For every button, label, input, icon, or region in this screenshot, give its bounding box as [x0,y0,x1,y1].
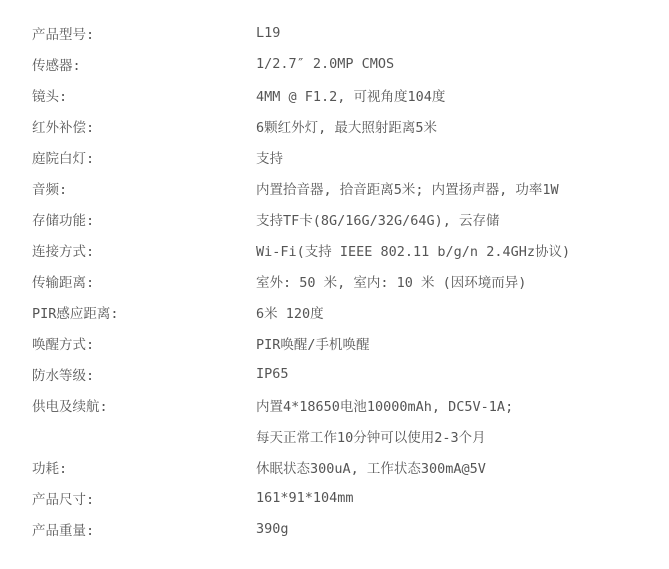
spec-row-lens [0,79,669,110]
spec-row-power-battery-continued [0,420,669,451]
spec-value: 内置4*18650电池10000mAh, DC5V-1A; [256,398,514,415]
spec-label: 连接方式: [32,243,95,260]
spec-row-pir-distance [0,296,669,327]
spec-value: 4MM @ F1.2, 可视角度104度 [256,88,446,105]
spec-row-courtyard-light [0,141,669,172]
spec-row-power-battery [0,389,669,420]
spec-label: PIR感应距离: [32,305,119,322]
spec-label: 传感器: [32,57,81,74]
spec-label: 红外补偿: [32,119,95,136]
spec-row-storage [0,203,669,234]
spec-label: 功耗: [32,460,68,477]
spec-row-audio [0,172,669,203]
spec-value: PIR唤醒/手机唤醒 [256,336,370,353]
spec-label: 传输距离: [32,274,95,291]
spec-value: 1/2.7″ 2.0MP CMOS [256,55,395,72]
spec-row-weight [0,513,669,544]
spec-value: 每天正常工作10分钟可以使用2-3个月 [256,429,486,446]
spec-label: 产品重量: [32,522,95,539]
spec-row-model [0,17,669,48]
spec-row-sensor [0,48,669,79]
spec-label: 供电及续航: [32,398,108,415]
spec-value: 6米 120度 [256,305,324,322]
spec-value: IP65 [256,365,289,382]
spec-row-wake-mode [0,327,669,358]
spec-row-dimensions [0,482,669,513]
spec-row-infrared [0,110,669,141]
spec-label: 产品型号: [32,26,95,43]
spec-value: 6颗红外灯, 最大照射距离5米 [256,119,438,136]
spec-label: 庭院白灯: [32,150,95,167]
spec-label: 镜头: [32,88,68,105]
spec-label: 唤醒方式: [32,336,95,353]
spec-label: 存储功能: [32,212,95,229]
spec-label: 防水等级: [32,367,95,384]
spec-row-waterproof [0,358,669,389]
spec-value: 休眠状态300uA, 工作状态300mA@5V [256,460,486,477]
spec-value: Wi-Fi(支持 IEEE 802.11 b/g/n 2.4GHz协议) [256,243,571,260]
spec-label: 音频: [32,181,68,198]
spec-value: 390g [256,520,289,537]
spec-label: 产品尺寸: [32,491,95,508]
spec-value: 161*91*104mm [256,489,354,506]
spec-value: 支持 [256,150,283,167]
spec-value: 支持TF卡(8G/16G/32G/64G), 云存储 [256,212,500,229]
spec-value: 内置拾音器, 拾音距离5米; 内置扬声器, 功率1W [256,181,559,198]
spec-row-transmission-distance [0,265,669,296]
spec-value: 室外: 50 米, 室内: 10 米 (因环境而异) [256,274,527,291]
spec-row-power-consumption [0,451,669,482]
spec-row-connection [0,234,669,265]
spec-value: L19 [256,24,281,41]
